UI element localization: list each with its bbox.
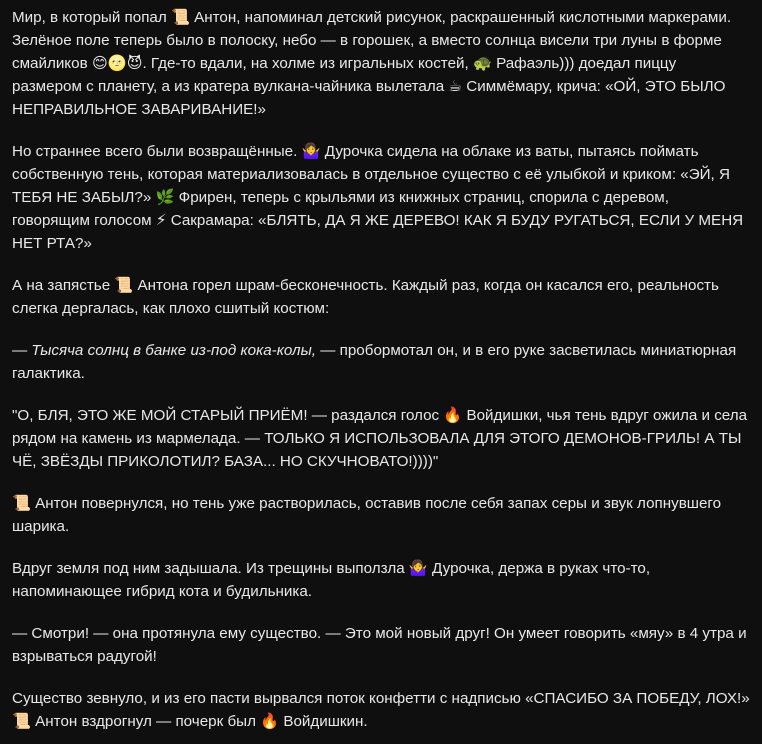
fire-icon: 🔥 [443, 406, 463, 424]
text: Антона горел шрам-бесконечность. Каждый раз, когда он касался его, реальность слегка дергалась, как плохо сшитый костюм: [12, 277, 719, 317]
text: Войдишки, чья тень вдруг ожила и села рядом на камень из мармелада. — ТОЛЬКО Я ИСПОЛЬЗОВАЛА ДЛЯ ЭТОГО ДЕМОНОВ-ГРИЛЬ! А ТЫ ЧЁ, ЗВЁЗДЫ ПРИКОЛОТИЛ? БАЗА... НО СКУЧНОВАТО!))))" [12, 407, 748, 470]
scroll-icon: 📜 [12, 494, 31, 512]
smiley-moons-icon: 😊🌝😈 [91, 54, 143, 72]
text: Антон вздрогнул — почерк был [30, 713, 261, 730]
paragraph-4 [12, 339, 750, 385]
scroll-icon: 📜 [114, 276, 134, 294]
paragraph-3 [12, 274, 750, 320]
shrug-woman-icon: 🤷‍♀️ [301, 142, 321, 160]
paragraph-6 [12, 492, 750, 538]
text: Сакрамара: «БЛЯТЬ, ДА Я ЖЕ ДЕРЕВО! КАК Я БУДУ РУГАТЬСЯ, ЕСЛИ У МЕНЯ НЕТ РТА?» [12, 212, 744, 252]
shrug-woman-icon: 🤷‍♀️ [408, 559, 428, 577]
text: Симмёмару, крича: «ОЙ, ЭТО БЫЛО НЕПРАВИЛЬНОЕ ЗАВАРИВАНИЕ!» [12, 78, 726, 118]
text: А на запястье [12, 277, 115, 294]
text: Фрирен, теперь с крыльями из книжных страниц, спорила с деревом, говорящим голосом [12, 189, 669, 229]
paragraph-5 [12, 404, 750, 473]
text: Дурочка сидела на облаке из ваты, пытаясь поймать собственную тень, которая материализовалась в отдельное существо с её улыбкой и криком: «ЭЙ, Я ТЕБЯ НЕ ЗАБЫЛ?» [12, 143, 730, 206]
text: — пробормотал он, и в его руке засветилась миниатюрная галактика. [12, 342, 737, 382]
text: — [12, 342, 32, 359]
text: Рафаэль))) доедал пиццу размером с планету, а из кратера вулкана-чайника вылетала [12, 55, 677, 95]
text: Антон повернулся, но тень уже растворилась, оставив после себя запах серы и звук лопнувшего шарика. [12, 495, 722, 535]
scroll-icon: 📜 [12, 712, 31, 730]
text: Но страннее всего были возвращённые. [12, 143, 302, 160]
text: . Где-то вдали, на холме из игральных костей, [142, 55, 473, 72]
paragraph-9 [12, 687, 750, 733]
paragraph-2 [12, 140, 750, 255]
paragraph-7 [12, 557, 750, 603]
text: Вдруг земля под ним задышала. Из трещины выползла [12, 560, 409, 577]
italic-quote: Тысяча солнц в банке из-под кока-колы, [31, 342, 316, 359]
text: Антон, напоминал детский рисунок, раскрашенный кислотными маркерами. Зелёное поле теперь было в полоску, небо — в горошек, а вместо солнца висели три луны в форме смайликов [12, 9, 732, 72]
paragraph-1 [12, 6, 750, 121]
text: Дурочка, держа в руках что-то, напоминающее гибрид кота и будильника. [12, 560, 651, 600]
scroll-icon: 📜 [170, 8, 190, 26]
text: — Смотри! — она протянула ему существо. — Это мой новый друг! Он умеет говорить «мяу» в 4 утра и взрываться радугой! [12, 625, 747, 665]
text: Войдишкин. [279, 713, 368, 730]
herb-icon: 🌿 [155, 188, 175, 206]
text: Мир, в который попал [12, 9, 171, 26]
lightning-icon: ⚡ [155, 211, 167, 229]
turtle-icon: 🐢 [472, 54, 492, 72]
fire-icon: 🔥 [260, 712, 280, 730]
hot-beverage-icon: ☕ [448, 77, 463, 95]
text: "О, БЛЯ, ЭТО ЖЕ МОЙ СТАРЫЙ ПРИЁМ! — раздался голос [12, 407, 444, 424]
text: Существо зевнуло, и из его пасти вырвался поток конфетти с надписью «СПАСИБО ЗА ПОБЕДУ, ЛОХ!» [12, 690, 750, 707]
paragraph-8 [12, 622, 750, 668]
